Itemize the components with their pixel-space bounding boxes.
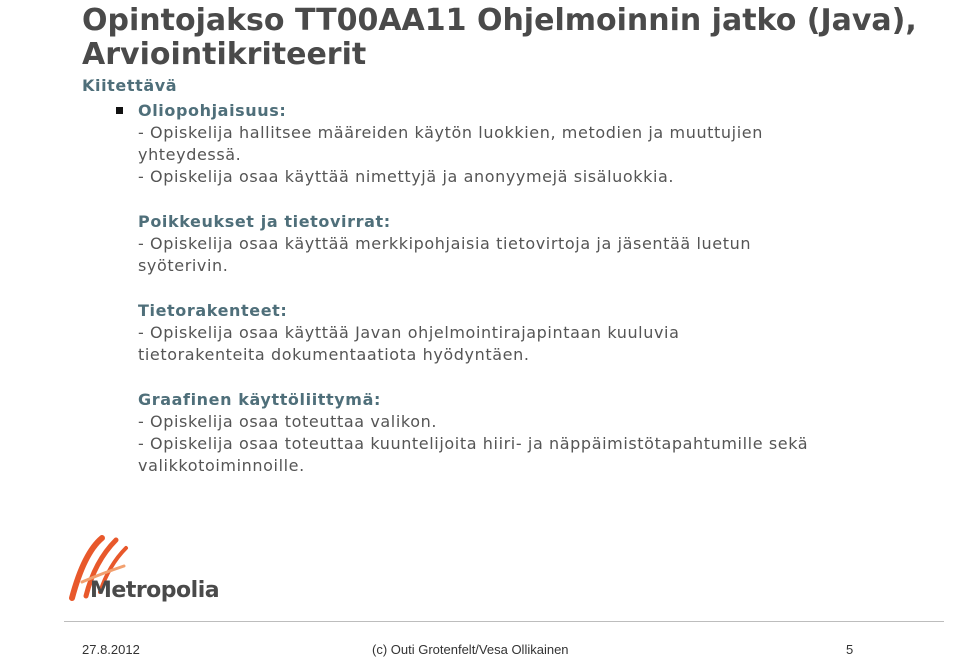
criteria-content xyxy=(138,99,938,477)
criteria-line: tietorakenteita dokumentaatiota hyödyntäen. xyxy=(138,345,530,364)
footer-copyright: (c) Outi Grotenfelt/Vesa Ollikainen xyxy=(372,642,569,657)
criteria-line: valikkotoiminnoille. xyxy=(138,456,305,475)
page-number: 5 xyxy=(846,642,854,657)
square-bullet-icon xyxy=(116,107,123,114)
section-heading-poikkeukset: Poikkeukset ja tietovirrat: xyxy=(138,212,391,231)
criteria-line: - Opiskelija osaa toteuttaa kuuntelijoita hiiri- ja näppäimistötapahtumille sekä xyxy=(138,434,809,453)
footer-date: 27.8.2012 xyxy=(82,642,140,657)
criteria-line: - Opiskelija osaa käyttää nimettyjä ja anonyymejä sisäluokkia. xyxy=(138,167,675,186)
criteria-line: yhteydessä. xyxy=(138,145,242,164)
section-heading-tietorakenteet: Tietorakenteet: xyxy=(138,301,288,320)
grade-subtitle: Kiitettävä xyxy=(82,76,178,95)
criteria-line: - Opiskelija osaa käyttää merkkipohjaisia tietovirtoja ja jäsentää luetun xyxy=(138,234,752,253)
criteria-line: - Opiskelija hallitsee määreiden käytön luokkien, metodien ja muuttujien xyxy=(138,123,763,142)
criteria-line: - Opiskelija osaa toteuttaa valikon. xyxy=(138,412,438,431)
footer-divider xyxy=(64,621,944,622)
section-heading-olio xyxy=(138,99,938,122)
section-heading-graafinen: Graafinen käyttöliittymä: xyxy=(138,390,381,409)
logo-wordmark: Metropolia xyxy=(90,578,220,603)
criteria-line: syöterivin. xyxy=(138,256,229,275)
section-heading-text: Oliopohjaisuus: xyxy=(138,101,287,120)
page-title: Opintojakso TT00AA11 Ohjelmoinnin jatko (Java), Arviointikriteerit xyxy=(82,3,917,72)
criteria-line: - Opiskelija osaa käyttää Javan ohjelmointirajapintaan kuuluvia xyxy=(138,323,680,342)
